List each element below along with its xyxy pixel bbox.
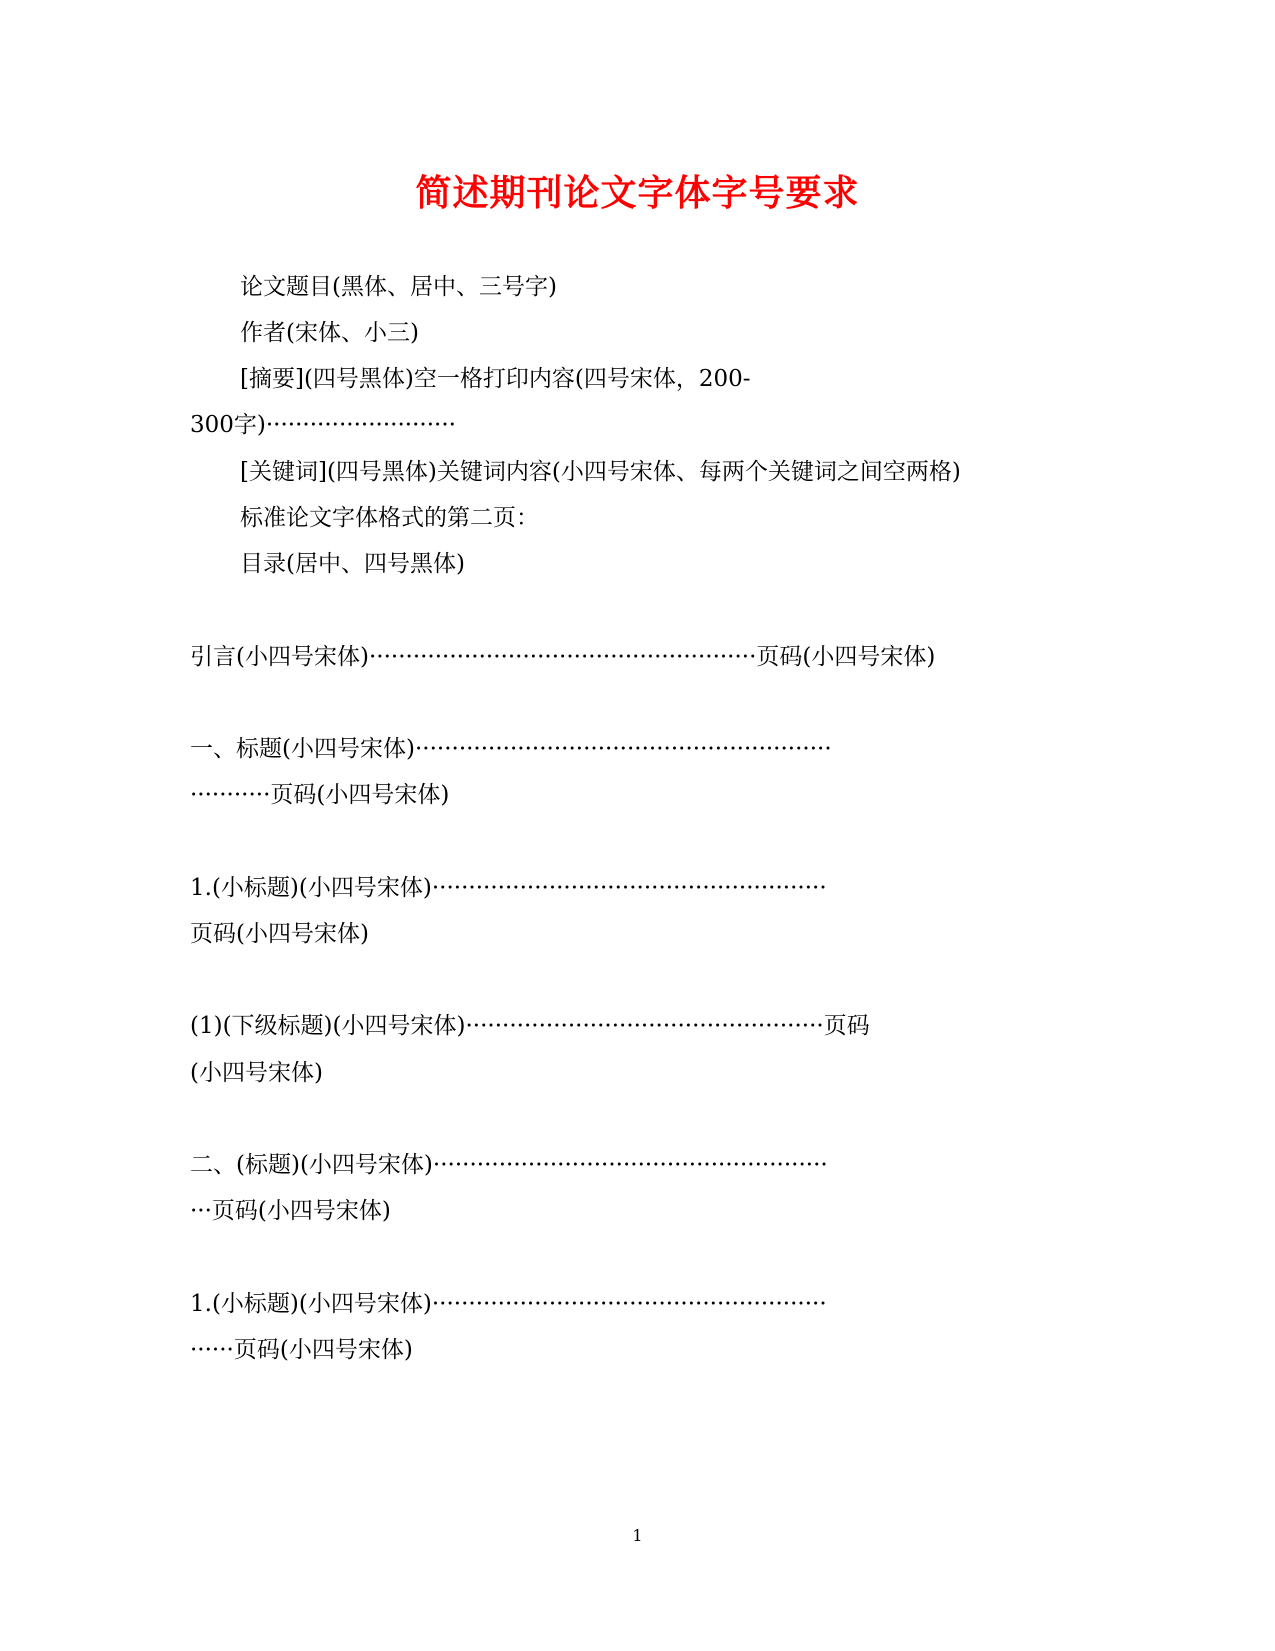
toc-entry-subsection-2: 1.(小标题)(小四号宋体)······················································: [190, 1291, 827, 1317]
paragraph-abstract: [摘要](四号黑体)空一格打印内容(四号宋体，200-: [240, 366, 751, 392]
toc-entry-subsection-1-continued: 页码(小四号宋体): [190, 921, 369, 947]
toc-entry-section-one-continued: ···········页码(小四号宋体): [190, 782, 450, 808]
document-title: 简述期刊论文字体字号要求: [415, 172, 860, 214]
paragraph-contents-heading: 目录(居中、四号黑体): [240, 551, 465, 577]
toc-entry-introduction: 引言(小四号宋体)·····················································页码(小四号宋体): [190, 644, 936, 670]
toc-entry-subsubsection-1: (1)(下级标题)(小四号宋体)·················································页码: [190, 1013, 870, 1039]
paragraph-keywords: [关键词](四号黑体)关键词内容(小四号宋体、每两个关键词之间空两格): [240, 459, 961, 485]
paragraph-abstract-continued: 300字)··························: [190, 412, 456, 438]
paragraph-second-page: 标准论文字体格式的第二页：: [240, 505, 539, 531]
toc-entry-subsubsection-1-continued: (小四号宋体): [190, 1060, 323, 1086]
toc-entry-section-one: 一、标题(小四号宋体)·························································: [190, 736, 832, 762]
toc-entry-section-two-continued: ···页码(小四号宋体): [190, 1198, 391, 1224]
paragraph-thesis-title: 论文题目(黑体、居中、三号字): [240, 274, 557, 300]
toc-entry-subsection-2-continued: ······页码(小四号宋体): [190, 1337, 413, 1363]
toc-entry-section-two: 二、(标题)(小四号宋体)······················································: [190, 1152, 828, 1178]
page-number: 1: [632, 1526, 643, 1545]
toc-entry-subsection-1: 1.(小标题)(小四号宋体)······················································: [190, 875, 827, 901]
paragraph-author: 作者(宋体、小三): [240, 320, 419, 346]
